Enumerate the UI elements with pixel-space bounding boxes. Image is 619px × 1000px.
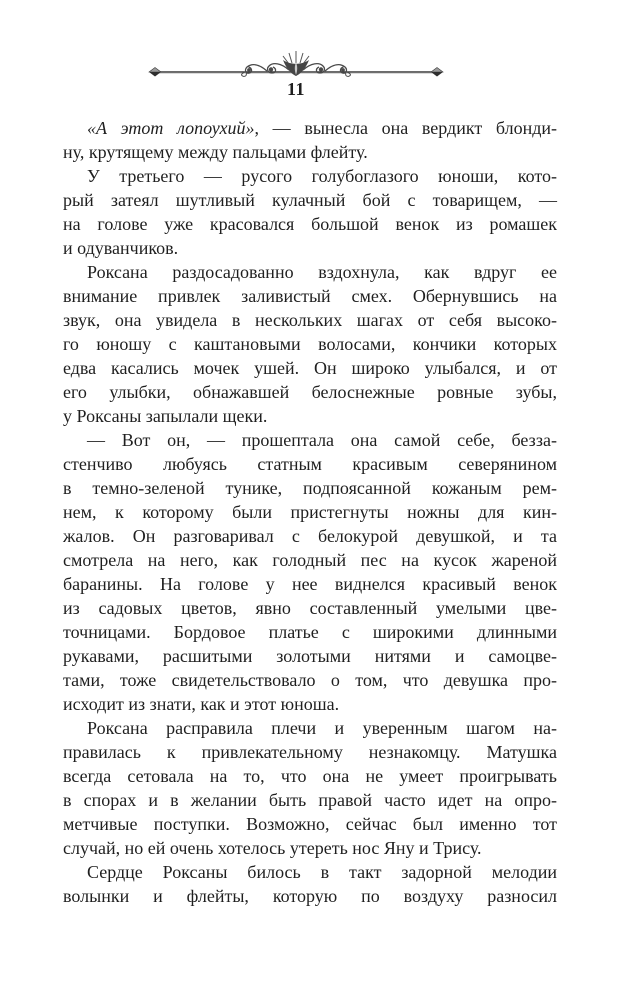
text-line: смотрела на него, как голодный пес на кусок жареной [63, 550, 557, 570]
text-line: — Вот он, — прошептала она самой себе, безза- [87, 430, 557, 450]
text-line [63, 116, 557, 140]
page-header [145, 0, 447, 110]
text-line: в темно-зеленой тунике, подпоясанной кожаным рем- [63, 478, 557, 498]
ornament-rays [283, 51, 309, 64]
text-line: на голове уже красовался большой венок из ромашек [63, 214, 557, 234]
text-line: его улыбки, обнажавшей белоснежные ровные зубы, [63, 382, 557, 402]
text-line: рукавами, расшитыми золотыми нитями и самоцве- [63, 646, 557, 666]
text-line: нем, к которому были пристегнуты ножны для кин- [63, 502, 557, 522]
text-line: Роксана расправила плечи и уверенным шагом на- [87, 718, 557, 738]
text-segment: , — вынесла она вердикт блонди- [254, 118, 557, 138]
page-text [63, 116, 557, 908]
text-line: у Роксаны запылали щеки. [63, 406, 268, 426]
diamond-finial-right [431, 68, 443, 77]
text-line: в спорах и в желании быть правой часто идет на опро- [63, 790, 557, 810]
text-line: случай, но ей очень хотелось утереть нос Яну и Трису. [63, 838, 482, 858]
text-line: Сердце Роксаны билось в такт задорной мелодии [87, 862, 557, 882]
text-line: тами, тоже свидетельствовало о том, что девушка про- [63, 670, 557, 690]
text-line: стенчиво любуясь статным красивым северянином [63, 454, 557, 474]
text-line: метчивые поступки. Возможно, сейчас был именно тот [63, 814, 557, 834]
text-line: волынки и флейты, которую по воздуху разносил [63, 886, 557, 906]
text-line: У третьего — русого голубоглазого юноши, кото- [87, 166, 557, 186]
paragraph [63, 428, 557, 716]
text-line: Роксана раздосадованно вздохнула, как вдруг ее [87, 262, 557, 282]
ornament-scroll-right [303, 64, 350, 77]
diamond-finial-left [149, 68, 161, 77]
paragraph [63, 860, 557, 908]
paragraph [63, 260, 557, 428]
text-line: баранины. На голове у нее виднелся красивый венок [63, 574, 557, 594]
paragraph [63, 116, 557, 164]
paragraph [63, 164, 557, 260]
text-line: го юношу с каштановыми волосами, кончики которых [63, 334, 557, 354]
text-line: точницами. Бордовое платье с широкими длинными [63, 622, 557, 642]
text-line: и одуванчиков. [63, 238, 179, 258]
text-line: из садовых цветов, явно составленный умелыми цве- [63, 598, 557, 618]
text-line: всегда сетовала на то, что она не умеет проигрывать [63, 766, 557, 786]
page-number: 11 [286, 79, 305, 99]
text-line: правилась к привлекательному незнакомцу. Матушка [63, 742, 557, 762]
text-line: внимание привлек заливистый смех. Обернувшись на [63, 286, 557, 306]
paragraph [63, 716, 557, 860]
text-line: ну, крутящему между пальцами флейту. [63, 142, 368, 162]
text-line: исходит из знати, как и этот юноша. [63, 694, 340, 714]
text-line: рый затеял шутливый кулачный бой с товарищем, — [63, 190, 557, 210]
inline-quote-italic: «А этот лопоухий» [87, 118, 255, 138]
text-line: едва касались мочек ушей. Он широко улыбался, и от [63, 358, 557, 378]
text-line: звук, она увидела в нескольких шагах от себя высоко- [63, 310, 557, 330]
ornament-scroll-left [242, 64, 289, 77]
text-line: жалов. Он разговаривал с белокурой девушкой, и та [63, 526, 557, 546]
